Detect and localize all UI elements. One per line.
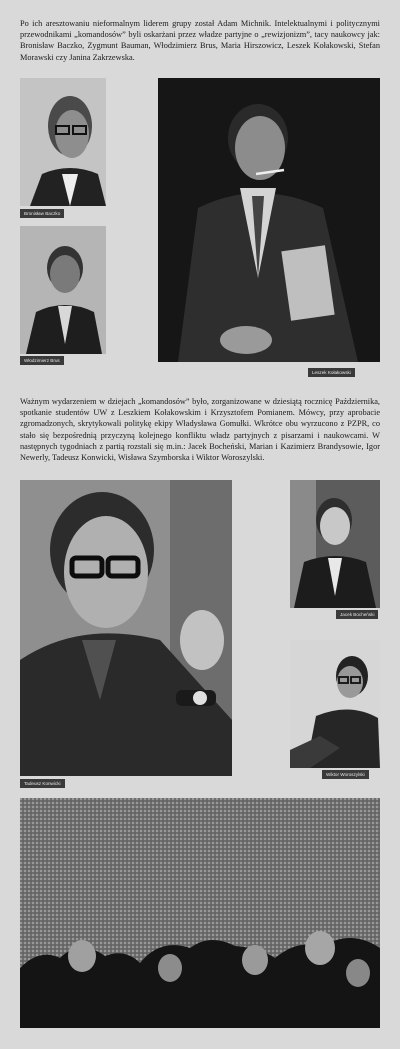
caption-baczko: Bronisław Baczko [20, 209, 64, 218]
photo-brus [20, 226, 106, 354]
photo-baczko [20, 78, 106, 206]
photo-kolakowski [158, 78, 380, 362]
event-paragraph: Ważnym wydarzeniem w dziejach „komandosów” było, zorganizowane w dziesiątą rocznicę Października, spotkanie studentów UW z Leszkiem Kołakowskim i Krzysztofem Pomianem. Mówcy, przy aprobacie zgromadzonych, skrytykowali politykę ekipy Władysława Gomułki. Wkrótce obu wyrzucono z PZPR, co stało się bezpośrednią przyczyną kolejnego konfliktu władz partyjnych z pisarzami i naukowcami. W następnych tygodniach z partią rozstali się m.in.: Jacek Bocheński, Marian i Kazimierz Brandysowie, Igor Newerly, Tadeusz Konwicki, Wisława Szymborska i Wiktor Woroszylski. [20, 397, 380, 463]
caption-konwicki: Tadeusz Konwicki [20, 779, 65, 788]
photo-bochenski [290, 480, 380, 608]
photo-crowd [20, 798, 380, 1028]
intro-paragraph: Po ich aresztowaniu nieformalnym liderem grupy został Adam Michnik. Intelektualnymi i politycznymi przewodnikami „komandosów” byli oskarżani przez władze partyjne o „rewizjonizm”, tacy naukowcy jak: Bronisław Baczko, Zygmunt Bauman, Włodzimierz Brus, Maria Hirszowicz, Leszek Kołakowski, Stefan Morawski czy Janina Zakrzewska. [20, 19, 380, 62]
caption-woroszylski: Wiktor Woroszylski [322, 770, 369, 779]
photo-konwicki [20, 480, 232, 776]
photo-woroszylski [290, 640, 380, 768]
caption-bochenski: Jacek Bocheński [336, 610, 378, 619]
caption-kolakowski: Leszek Kołakowski [308, 368, 355, 377]
caption-brus: Włodzimierz Brus [20, 356, 64, 365]
